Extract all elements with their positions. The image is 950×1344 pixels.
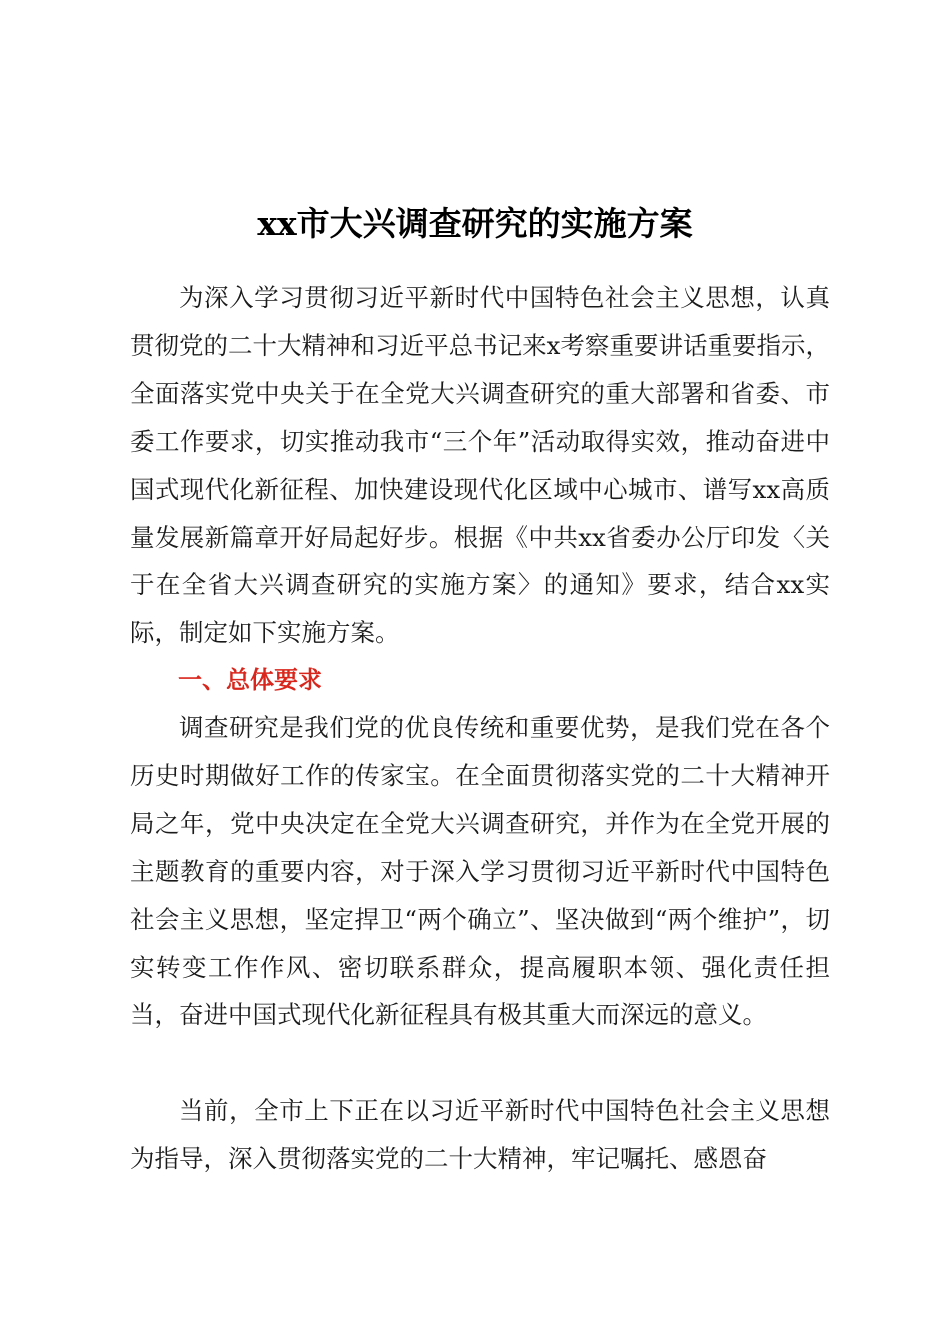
section-heading: 一、总体要求 — [178, 666, 322, 694]
body-paragraph: 调查研究是我们党的优良传统和重要优势，是我们党在各个历史时期做好工作的传家宝。在全面贯彻落实党的二十大精神开局之年，党中央决定在全党大兴调查研究，并作为在全党开展的主题教育的重要内容，对于深入学习贯彻习近平新时代中国特色社会主义思想，坚定捍卫“两个确立”、坚决做到“两个维护”，切实转变工作作风、密切联系群众，提高履职本领、强化责任担当，奋进中国式现代化新征程具有极其重大而深远的意义。 — [130, 713, 830, 1030]
document-title: xx市大兴调查研究的实施方案 — [257, 204, 693, 243]
body-paragraph: 当前，全市上下正在以习近平新时代中国特色社会主义思想为指导，深入贯彻落实党的二十大精神，牢记嘱托、感恩奋 — [130, 1096, 830, 1173]
intro-paragraph: 为深入学习贯彻习近平新时代中国特色社会主义思想，认真贯彻党的二十大精神和习近平总书记来x考察重要讲话重要指示，全面落实党中央关于在全党大兴调查研究的重大部署和省委、市委工作要求，切实推动我市“三个年”活动取得实效，推动奋进中国式现代化新征程、加快建设现代化区域中心城市、谱写xx高质量发展新篇章开好局起好步。根据《中共xx省委办公厅印发〈关于在全省大兴调查研究的实施方案〉的通知》要求，结合xx实际，制定如下实施方案。 — [130, 283, 830, 648]
